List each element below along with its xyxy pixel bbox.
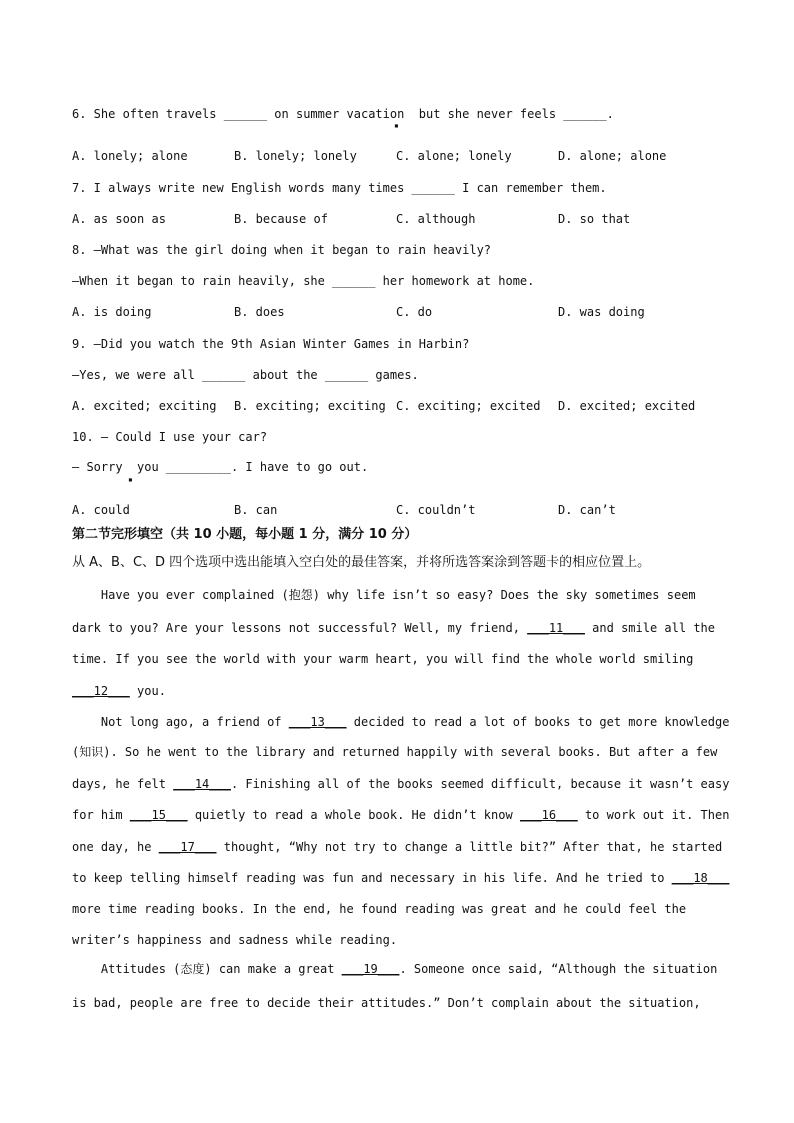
blank-15: ___15___ (129, 808, 188, 822)
passage-text: to keep telling himself reading was fun and necessary in his life. And he tried to (72, 871, 672, 885)
passage-text: Attitudes (态度) can make a great (72, 962, 342, 976)
option-c: C. couldn’t (396, 503, 476, 517)
passage-line: is bad, people are free to decide their attitudes.” Don’t complain about the situation, (72, 996, 701, 1010)
passage-text: and smile all the (584, 621, 715, 635)
option-b: B. can (234, 503, 278, 517)
q9-line2: —Yes, we were all ______ about the ______ games. (72, 368, 419, 382)
passage-text: you. (129, 684, 166, 698)
option-d: D. alone; alone (558, 149, 667, 163)
passage-line (72, 683, 166, 699)
q6-stem: 6. She often travels ______ on summer vacation but she never feels ______. (72, 107, 614, 121)
blank-11: ___11___ (527, 621, 585, 635)
passage-text: quietly to read a whole book. He didn’t know (187, 808, 520, 822)
passage-line (72, 807, 729, 823)
section-instruction: 从 A、B、C、D 四个选项中选出能填入空白处的最佳答案，并将所选答案涂到答题卡的相应位置上。 (72, 555, 651, 570)
q10-line1: 10. — Could I use your car? (72, 430, 268, 444)
option-b: B. does (234, 305, 285, 319)
option-c: C. alone; lonely (396, 149, 512, 163)
blank-14: ___14___ (173, 777, 231, 791)
passage-text: thought, “Why not try to change a little bit?” After that, he started (216, 840, 723, 854)
passage-text: decided to read a lot of books to get more knowledge (346, 715, 730, 729)
blank-19: ___19___ (341, 962, 400, 976)
blank-18: ___18___ (671, 871, 730, 885)
option-a: A. is doing (72, 305, 152, 319)
stray-mark: ▪ (128, 475, 133, 484)
q8-line2: —When it began to rain heavily, she ______ her homework at home. (72, 274, 535, 288)
option-c: C. do (396, 305, 433, 319)
passage-line: (知识). So he went to the library and returned happily with several books. But after a few (72, 745, 718, 759)
stray-mark: ▪ (394, 121, 399, 130)
option-a: A. as soon as (72, 212, 166, 226)
passage-line (72, 776, 729, 792)
passage-line: more time reading books. In the end, he found reading was great and he could feel the (72, 902, 687, 916)
option-d: D. was doing (558, 305, 645, 319)
passage-text: one day, he (72, 840, 159, 854)
option-d: D. can’t (558, 503, 616, 517)
option-b: B. exciting; exciting (234, 399, 386, 413)
q9-line1: 9. —Did you watch the 9th Asian Winter Games in Harbin? (72, 337, 470, 351)
option-b: B. because of (234, 212, 328, 226)
option-a: A. could (72, 503, 130, 517)
option-a: A. lonely; alone (72, 149, 188, 163)
option-b: B. lonely; lonely (234, 149, 357, 163)
option-d: D. excited; excited (558, 399, 696, 413)
blank-12: ___12___ (72, 684, 130, 698)
option-c: C. exciting; excited (396, 399, 541, 413)
passage-text: for him (72, 808, 130, 822)
passage-line: Have you ever complained (抱怨) why life isn’t so easy? Does the sky sometimes seem (72, 588, 696, 602)
blank-17: ___17___ (158, 840, 217, 854)
passage-line: time. If you see the world with your warm heart, you will find the whole world smiling (72, 652, 694, 666)
passage-text: . Finishing all of the books seemed difficult, because it wasn’t easy (230, 777, 730, 791)
passage-line (72, 870, 729, 886)
option-a: A. excited; exciting (72, 399, 217, 413)
passage-text: dark to you? Are your lessons not successful? Well, my friend, (72, 621, 528, 635)
passage-text: Not long ago, a friend of (72, 715, 289, 729)
passage-line (72, 961, 717, 977)
passage-text: . Someone once said, “Although the situation (399, 962, 718, 976)
option-c: C. although (396, 212, 476, 226)
passage-line (72, 620, 715, 636)
passage-line (72, 839, 722, 855)
passage-text: to work out it. Then (577, 808, 730, 822)
q10-line2: — Sorry you _________. I have to go out. (72, 460, 369, 474)
blank-16: ___16___ (519, 808, 578, 822)
passage-text: days, he felt (72, 777, 174, 791)
passage-line (72, 714, 729, 730)
option-d: D. so that (558, 212, 631, 226)
blank-13: ___13___ (288, 715, 347, 729)
q7-stem: 7. I always write new English words many times ______ I can remember them. (72, 181, 607, 195)
passage-line: writer’s happiness and sadness while reading. (72, 933, 398, 947)
section-heading: 第二节完形填空（共 10 小题，每小题 1 分，满分 10 分） (72, 527, 418, 542)
q8-line1: 8. —What was the girl doing when it began to rain heavily? (72, 243, 492, 257)
